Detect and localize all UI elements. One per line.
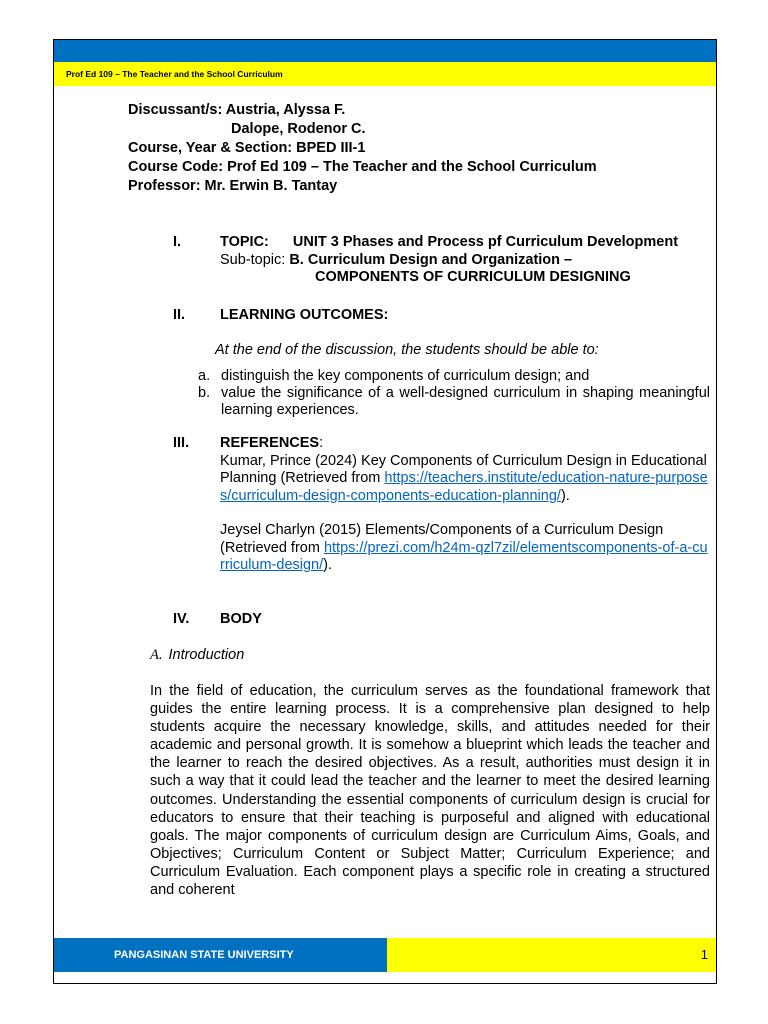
header-blue-band [54,40,716,62]
reference-1-link[interactable]: https://teachers.institute/education-nature-purposes/curriculum-design-components-education-planning/ [220,470,708,504]
outcome-item [198,368,710,385]
reference-2-end: ). [323,557,333,573]
outcome-marker: b. [198,385,211,401]
reference-2 [220,522,710,575]
reference-1 [220,453,710,506]
page-number: 1 [387,938,716,972]
outcomes-number: II. [173,307,186,323]
outcomes-intro: At the end of the discussion, the students should be able to: [215,342,599,358]
topic-section [220,234,710,287]
references-title: REFERENCES [220,435,320,451]
outcome-marker: a. [198,368,211,384]
footer-university: PANGASINAN STATE UNIVERSITY [54,938,387,972]
outcome-text: value the significance of a well-designed curriculum in shaping meaningful learning experiences. [221,385,710,418]
topic-label: TOPIC: [220,234,269,250]
introduction-letter: A. [150,647,163,663]
topic-title: UNIT 3 Phases and Process pf Curriculum Development [292,234,679,250]
references-number: III. [173,435,190,451]
professor: Professor: Mr. Erwin B. Tantay [128,178,338,194]
introduction-heading [150,647,244,664]
reference-1-end: ). [560,487,570,504]
course-info-block [128,101,708,196]
outcome-item [198,385,710,419]
subtopic-line1: B. Curriculum Design and Organization – [289,251,573,268]
introduction-title: Introduction [168,647,245,663]
references-section [220,435,710,575]
discussant-2: Dalope, Rodenor C. [231,121,366,137]
subtopic-line2: COMPONENTS OF CURRICULUM DESIGNING [315,269,631,285]
outcomes-title: LEARNING OUTCOMES: [220,307,389,323]
reference-2-link[interactable]: https://prezi.com/h24m-qzl7zil/elementscomponents-of-a-curriculum-design/ [220,539,708,573]
references-colon: : [319,435,324,451]
subtopic-label: Sub-topic: [220,251,286,268]
reference-2-text: Jeysel Charlyn (2015) Elements/Components of a Curriculum Design (Retrieved from [220,522,664,556]
course-code: Course Code: Prof Ed 109 – The Teacher and the School Curriculum [128,159,597,175]
body-number: IV. [173,611,190,627]
outcome-text: distinguish the key components of curriculum design; and [221,368,590,384]
body-title: BODY [220,611,262,627]
discussants: Discussant/s: Austria, Alyssa F. [128,102,346,118]
course-section: Course, Year & Section: BPED III-1 [128,140,366,156]
header-title: Prof Ed 109 – The Teacher and the School Curriculum [54,62,716,86]
introduction-paragraph: In the field of education, the curriculum serves as the foundational framework that guides the entire learning process. It is a comprehensive plan designed to help students acquire the necessary knowledge, skills, and attitudes needed for their academic and personal growth. It is somehow a blueprint which leads the teacher and the learner to reach the desired objectives. As a result, authorities must design it in such a way that it could lead the teacher and the learner to meet the desired learning outcomes. Understanding the essential components of curriculum design is crucial for educators to ensure that their teaching is purposeful and aligned with educational goals. The major components of curriculum design are Curriculum Aims, Goals, and Objectives; Curriculum Content or Subject Matter; Curriculum Experience; and Curriculum Evaluation. Each component plays a specific role in creating a structured and coherent [150,683,710,899]
reference-1-text: Kumar, Prince (2024) Key Components of Curriculum Design in Educational Planning (Retrieved from [220,452,707,486]
topic-number: I. [173,234,182,250]
outcomes-list [198,368,710,419]
